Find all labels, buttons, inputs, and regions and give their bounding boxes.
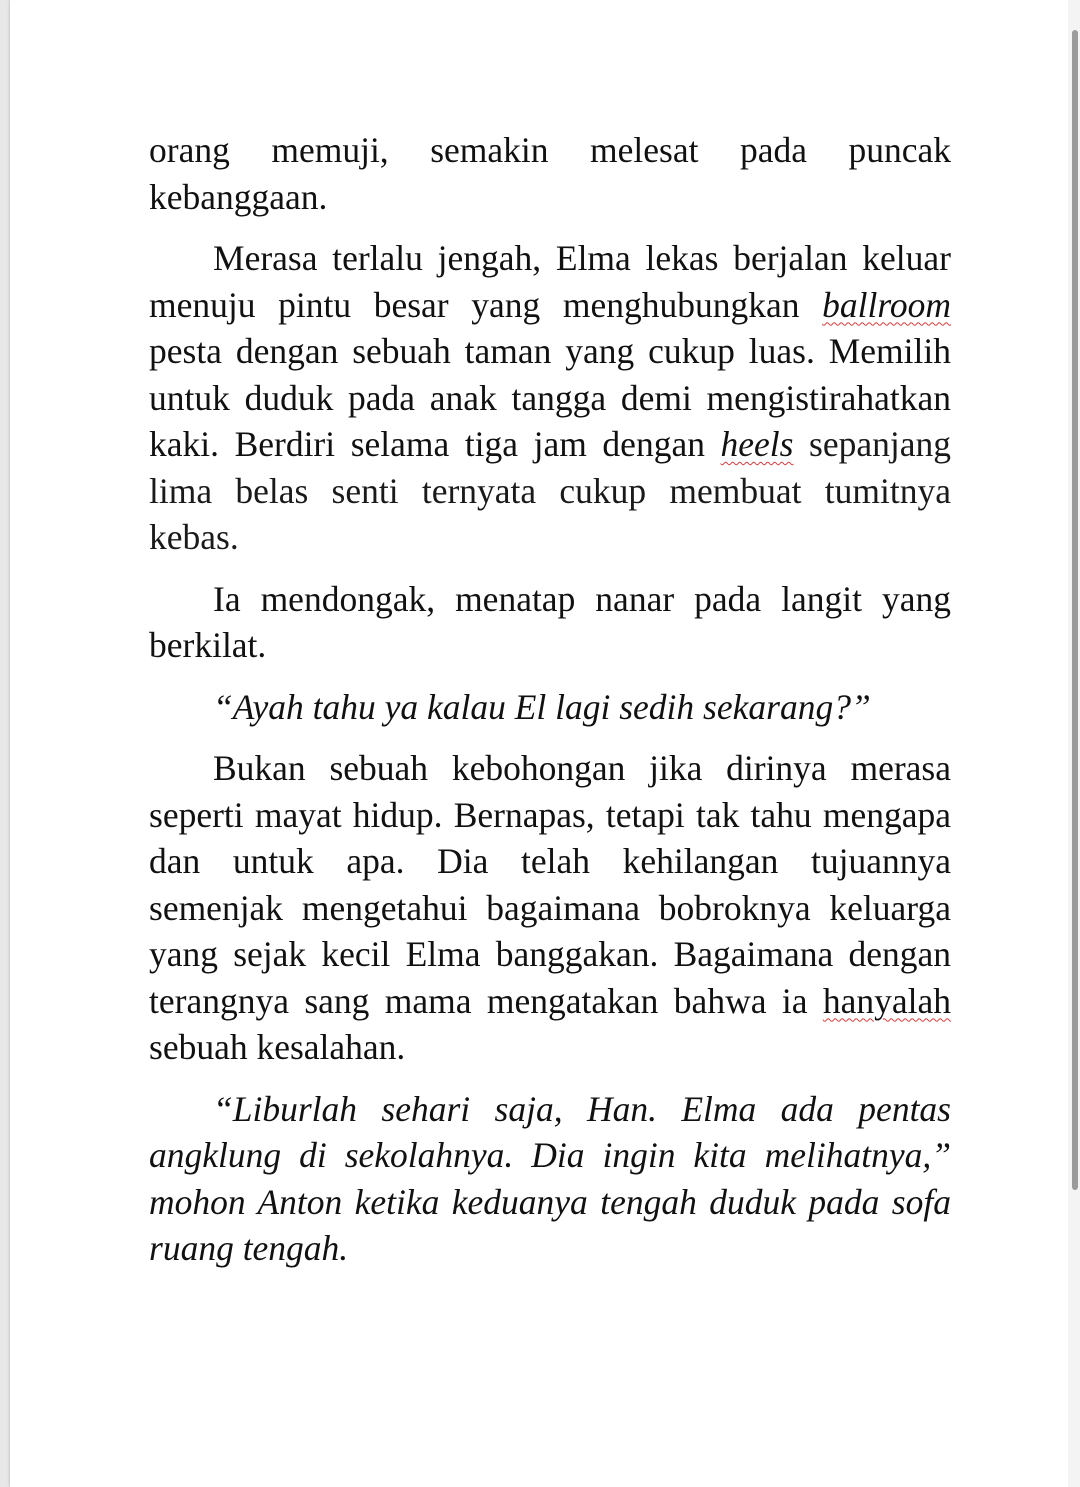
paragraph-4-text: “Ayah tahu ya kalau El lagi sedih sekarang?” — [213, 686, 871, 727]
paragraph-1-text: orang memuji, semakin melesat pada puncak kebanggaan. — [149, 130, 951, 217]
paragraph-2-text-a: Merasa terlalu jengah, Elma lekas berjalan keluar menuju pintu besar yang menghubungkan — [149, 238, 951, 325]
scrollbar-thumb[interactable] — [1072, 30, 1078, 1190]
vertical-scrollbar[interactable] — [1068, 0, 1080, 1487]
paragraph-1 — [149, 127, 951, 220]
paragraph-2-text-b: pesta dengan sebuah taman yang cukup luas. Memilih untuk duduk pada anak tangga demi mengistirahatkan kaki. Berdiri selama tiga jam dengan — [149, 331, 951, 464]
spellcheck-word-ballroom[interactable]: ballroom — [822, 284, 951, 325]
document-page — [10, 0, 1068, 1487]
document-body — [149, 127, 951, 1287]
paragraph-4-dialogue — [149, 684, 951, 731]
paragraph-6-text: “Liburlah sehari saja, Han. Elma ada pentas angklung di sekolahnya. Dia ingin kita melihatnya,” mohon Anton ketika keduanya tengah duduk pada sofa ruang tengah. — [149, 1088, 951, 1268]
paragraph-2-text-c: sepanjang lima belas senti ternyata cukup membuat tumitnya kebas. — [149, 424, 952, 557]
paragraph-3-text: Ia mendongak, menatap nanar pada langit yang berkilat. — [149, 578, 951, 665]
spellcheck-word-heels[interactable]: heels — [720, 424, 794, 464]
spellcheck-word-hanyalah[interactable]: hanyalah — [822, 980, 951, 1021]
paragraph-6-dialogue — [149, 1086, 951, 1272]
paragraph-5-text-b: sebuah kesalahan. — [149, 1027, 406, 1067]
paragraph-2 — [149, 235, 951, 561]
paragraph-5-text-a: Bukan sebuah kebohongan jika dirinya merasa seperti mayat hidup. Bernapas, tetapi tak tahu mengapa dan untuk apa. Dia telah kehilangan tujuannya semenjak mengetahui bagaimana bobroknya keluarga yang sejak kecil Elma banggakan. Bagaimana dengan terangnya sang mama mengatakan bahwa ia — [149, 748, 951, 1021]
paragraph-5 — [149, 745, 951, 1071]
paragraph-3 — [149, 576, 951, 669]
